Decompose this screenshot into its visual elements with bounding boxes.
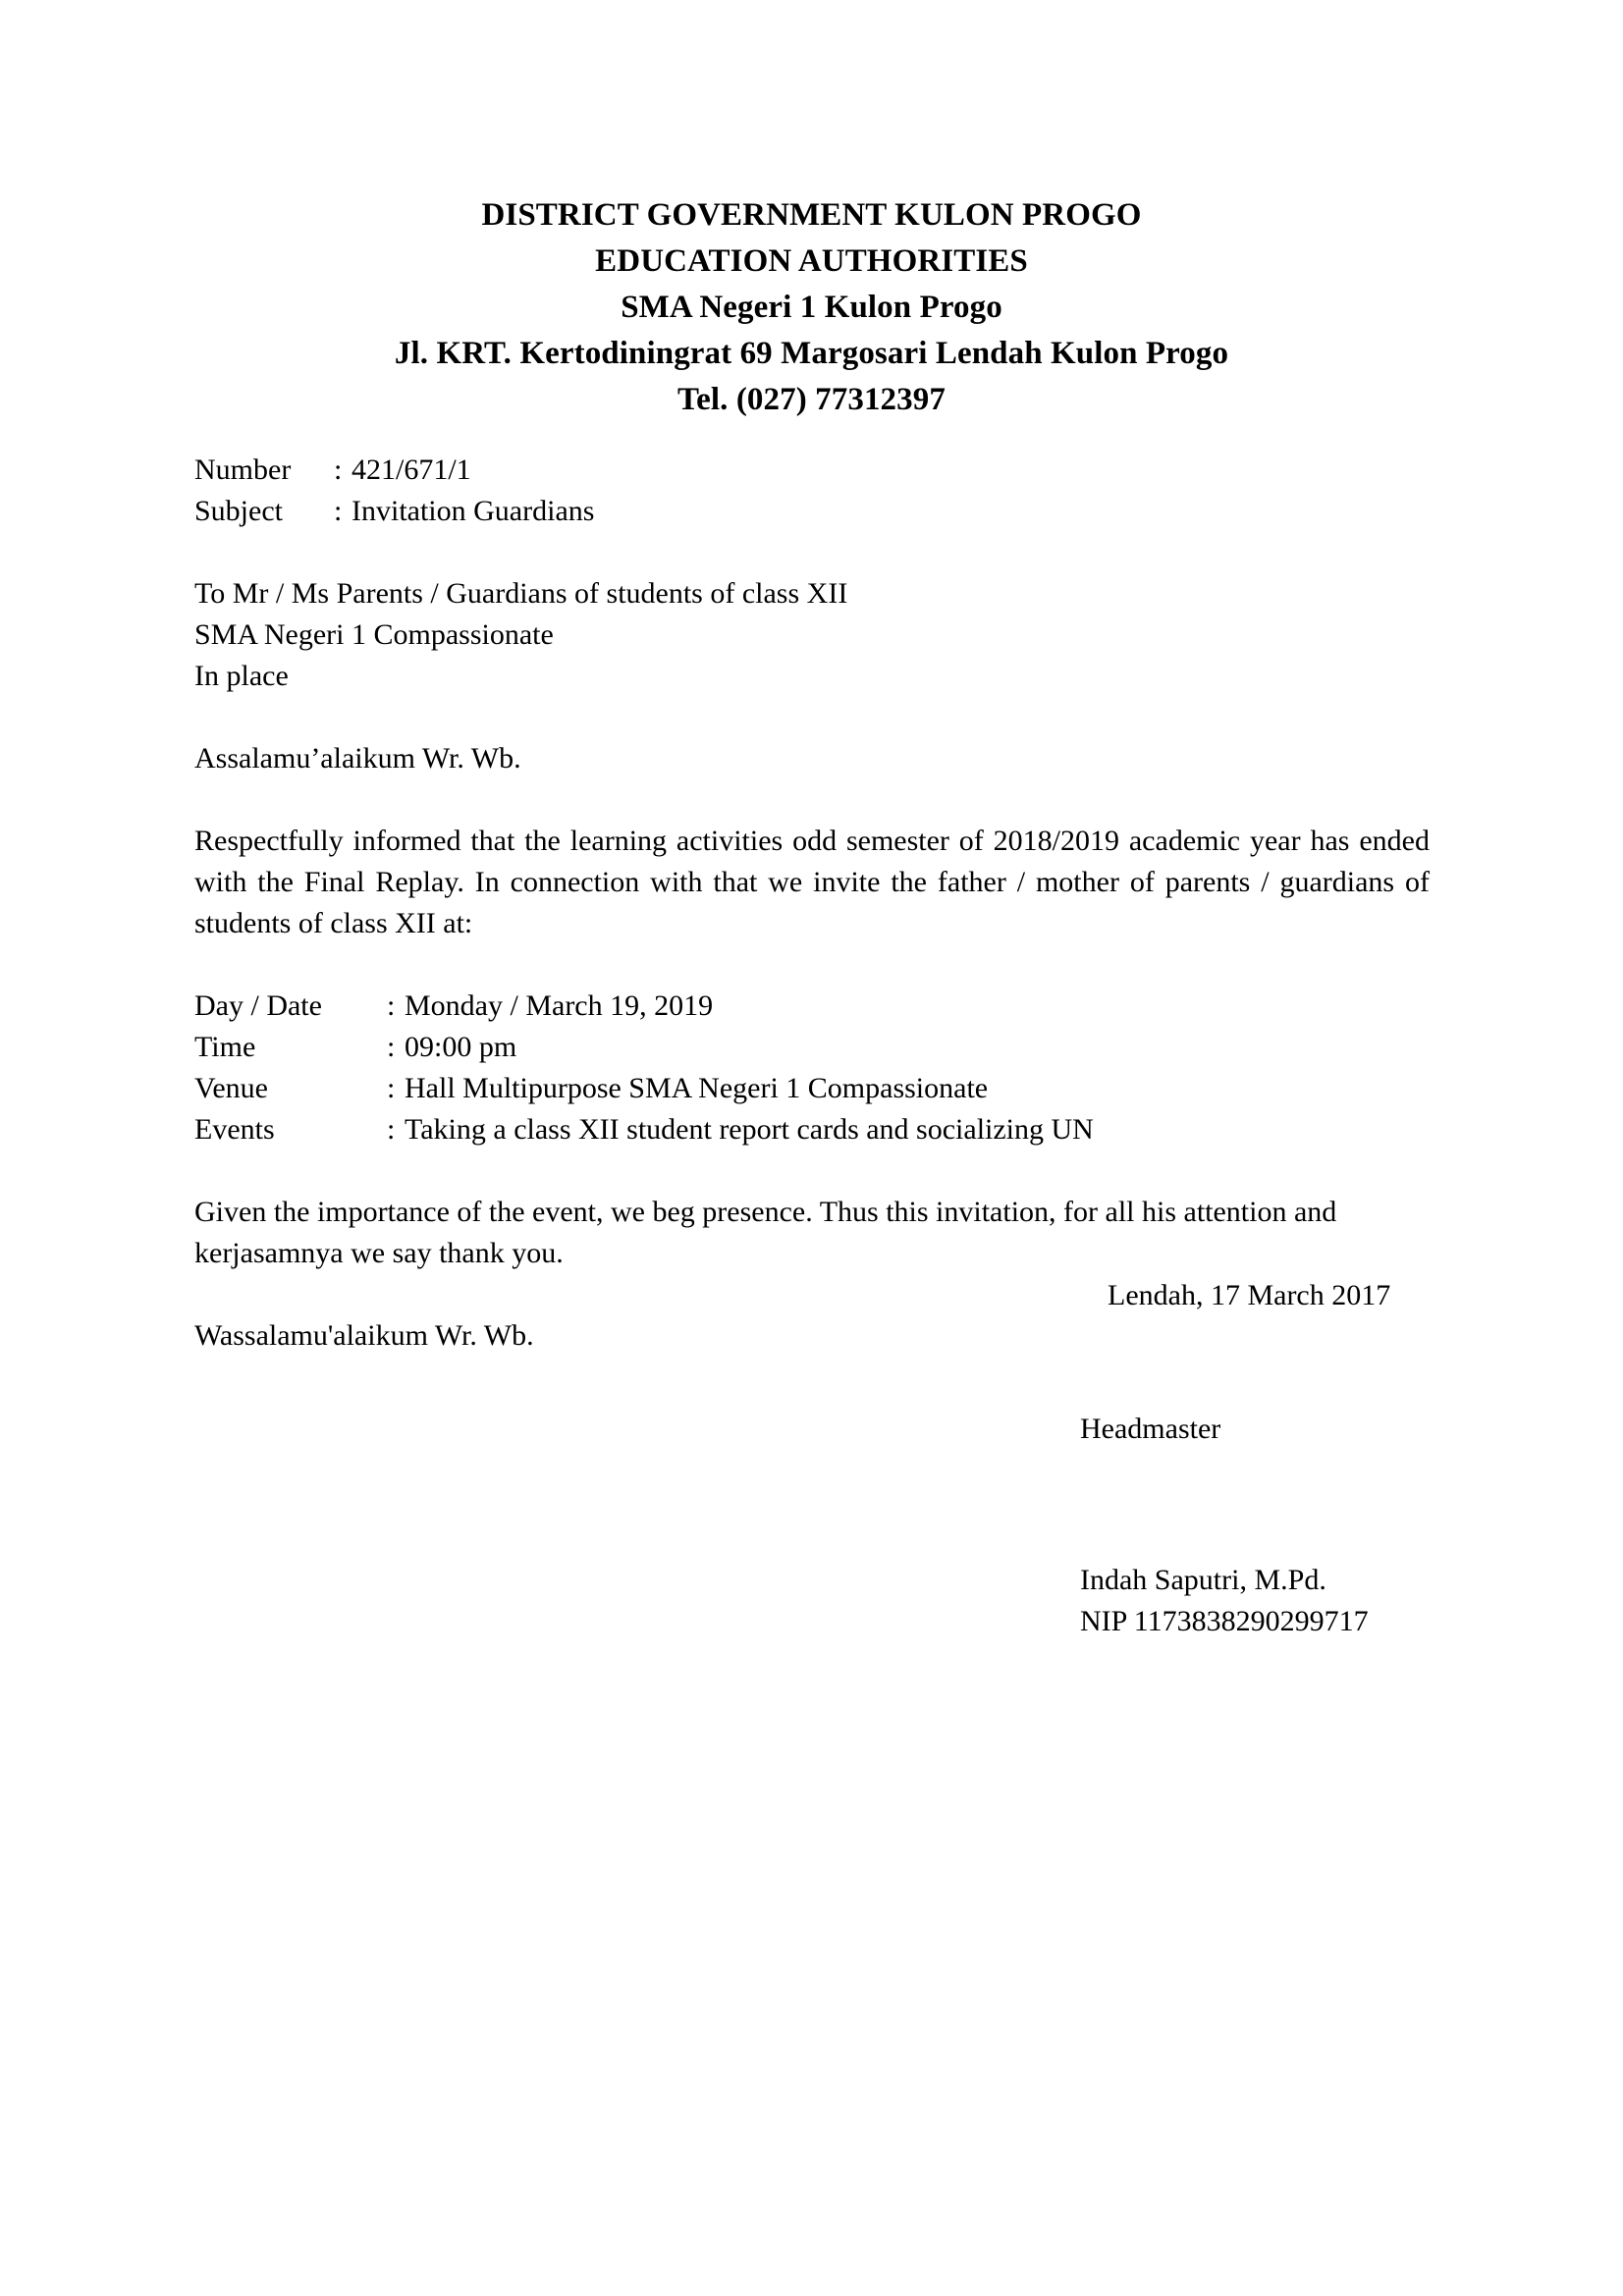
greeting-line: Assalamu’alaikum Wr. Wb.	[194, 742, 521, 774]
detail-value-day-date: Monday / March 19, 2019	[405, 989, 714, 1022]
letterhead-line-government: DISTRICT GOVERNMENT KULON PROGO	[481, 197, 1142, 233]
addressee-block	[194, 573, 1430, 697]
subject-colon: :	[334, 495, 343, 527]
detail-label-day-date: Day / Date	[194, 989, 322, 1022]
detail-colon-venue: :	[387, 1072, 396, 1104]
letterhead-line-address: Jl. KRT. Kertodiningrat 69 Margosari Lendah Kulon Progo	[394, 336, 1229, 371]
letterhead-line-authority: EDUCATION AUTHORITIES	[595, 243, 1028, 279]
spacer-after-reference	[194, 532, 1430, 573]
detail-value-events: Taking a class XII student report cards and socializing UN	[405, 1113, 1094, 1146]
detail-colon-events: :	[387, 1113, 396, 1146]
farewell-line: Wassalamu'alaikum Wr. Wb.	[194, 1319, 534, 1352]
letterhead	[0, 192, 1623, 423]
spacer-after-intro	[194, 944, 1430, 986]
table-row	[194, 1068, 1094, 1109]
signature-title: Headmaster	[1080, 1413, 1221, 1445]
detail-value-venue: Hall Multipurpose SMA Negeri 1 Compassionate	[405, 1072, 989, 1104]
signature-name: Indah Saputri, M.Pd.	[1080, 1564, 1326, 1596]
detail-value-time: 09:00 pm	[405, 1031, 517, 1063]
addressee-line-place: In place	[194, 660, 289, 692]
table-row	[194, 1027, 1094, 1068]
number-label: Number	[194, 454, 292, 486]
intro-paragraph: Respectfully informed that the learning activities odd semester of 2018/2019 academic year has ended with the Final Replay. In connection with that we invite the father / mother of parents / guardians of students of class XII at:	[194, 825, 1430, 939]
table-row	[194, 986, 1094, 1027]
signature-block	[1080, 1275, 1512, 1642]
spacer-after-details	[194, 1150, 1430, 1192]
detail-label-time: Time	[194, 1031, 256, 1063]
detail-label-venue: Venue	[194, 1072, 268, 1104]
detail-colon-time: :	[387, 1031, 396, 1063]
spacer-after-greeting	[194, 779, 1430, 821]
detail-label-events: Events	[194, 1113, 275, 1146]
reference-row-number	[194, 450, 594, 491]
table-row	[194, 1109, 1094, 1150]
closing-paragraph: Given the importance of the event, we beg presence. Thus this invitation, for all his attention and kerjasamnya we say thank you.	[194, 1196, 1337, 1269]
event-details-block	[194, 986, 1094, 1150]
letterhead-line-school: SMA Negeri 1 Kulon Progo	[621, 290, 1002, 325]
letterhead-line-telephone: Tel. (027) 77312397	[677, 382, 946, 417]
number-colon: :	[334, 454, 343, 486]
addressee-line-school: SMA Negeri 1 Compassionate	[194, 618, 554, 651]
reference-block	[194, 450, 594, 532]
signature-space	[1080, 1450, 1512, 1560]
subject-value: Invitation Guardians	[352, 495, 595, 527]
reference-row-subject	[194, 491, 594, 532]
spacer-before-title	[1080, 1316, 1512, 1409]
subject-label: Subject	[194, 495, 283, 527]
number-value: 421/671/1	[352, 454, 471, 486]
detail-colon-day-date: :	[387, 989, 396, 1022]
spacer-after-addressee	[194, 697, 1430, 738]
signature-place-date: Lendah, 17 March 2017	[1108, 1279, 1391, 1311]
signature-nip: NIP 1173838290299717	[1080, 1605, 1369, 1637]
addressee-line-recipients: To Mr / Ms Parents / Guardians of students of class XII	[194, 577, 848, 610]
letter-body	[194, 450, 1430, 1357]
